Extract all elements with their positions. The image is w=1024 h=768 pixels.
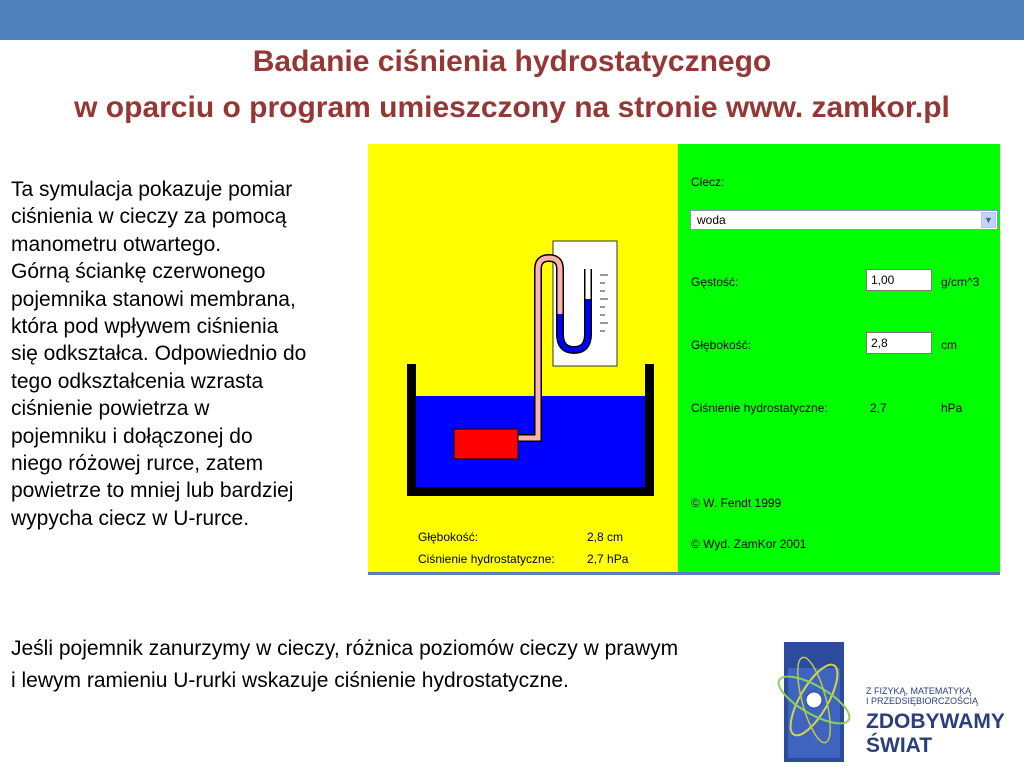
description-line: niego różowej rurce, zatem [11,452,264,476]
description-line: Ta symulacja pokazuje pomiar [11,178,293,201]
depth-field[interactable] [866,332,932,354]
project-logo [770,628,1024,768]
description-line: pojemnika stanowi membrana, [11,287,296,311]
description-line: tego odkształcenia wzrasta [11,369,264,393]
description-line: manometru otwartego. [11,232,222,256]
top-banner [0,0,1024,40]
conclusion-line: Jeśli pojemnik zanurzymy w cieczy, różnica poziomów cieczy w prawym [11,637,679,660]
description-line: się odkształca. Odpowiednio do [11,342,307,366]
conclusion-line: i lewym ramieniu U-rurki wskazuje ciśnienie hydrostatyczne. [11,669,569,692]
pressure-unit: hPa [941,401,963,415]
liquid-selected-value: woda [697,213,726,227]
logo-line2: I PRZEDSIĘBIORCZOŚCIĄ [866,696,979,706]
conclusion-text [11,633,851,697]
depth-unit: cm [941,338,957,352]
description-text [11,176,383,532]
description-line: Górną ściankę czerwonego [11,260,266,284]
page-title: Badanie ciśnienia hydrostatycznego [252,45,772,78]
readout-depth-value: 2,8 cm [587,530,624,544]
page-subtitle: w oparciu o program umieszczony na stronie www. zamkor.pl [74,91,950,124]
logo-line4: ŚWIAT [866,734,933,757]
liquid-label: Ciecz: [691,175,725,189]
logo-line3: ZDOBYWAMY [866,710,1005,733]
description-line: powietrze to mniej lub bardziej [11,479,294,503]
pressure-value: 2,7 [870,401,887,415]
description-line: wypycha ciecz w U-rurce. [11,506,250,530]
pressure-label: Ciśnienie hydrostatyczne: [691,401,828,415]
tank-right-wall [645,364,654,496]
simulation-applet [368,144,1000,574]
depth-label: Głębokość: [691,338,752,352]
logo-line1: Z FIZYKĄ, MATEMATYKĄ [866,686,972,696]
density-value: 1,00 [871,273,895,287]
liquid-select[interactable] [690,210,998,230]
description-line: ciśnienia w cieczy za pomocą [11,205,287,229]
description-line: pojemniku i dołączonej do [11,424,253,448]
density-unit: g/cm^3 [941,275,980,289]
description-line: ciśnienie powietrza w [11,397,210,421]
manometer-diagram [368,144,678,574]
copyright-zamkor: © Wyd. ZamKor 2001 [691,537,807,551]
red-container[interactable] [454,429,518,459]
tank-bottom [407,487,654,496]
readout-pressure-label: Ciśnienie hydrostatyczne: [418,552,555,566]
description-line: która pod wpływem ciśnienia [11,315,279,339]
density-field[interactable] [866,269,932,291]
depth-value: 2,8 [871,336,888,350]
readout-depth-label: Głębokość: [418,530,479,544]
chevron-down-icon[interactable]: ▼ [981,212,996,228]
density-label: Gęstość: [691,275,739,289]
copyright-fendt: © W. Fendt 1999 [691,496,782,510]
tank-left-wall [407,364,416,496]
readout-pressure-value: 2,7 hPa [587,552,629,566]
water-in-tank [415,396,646,494]
